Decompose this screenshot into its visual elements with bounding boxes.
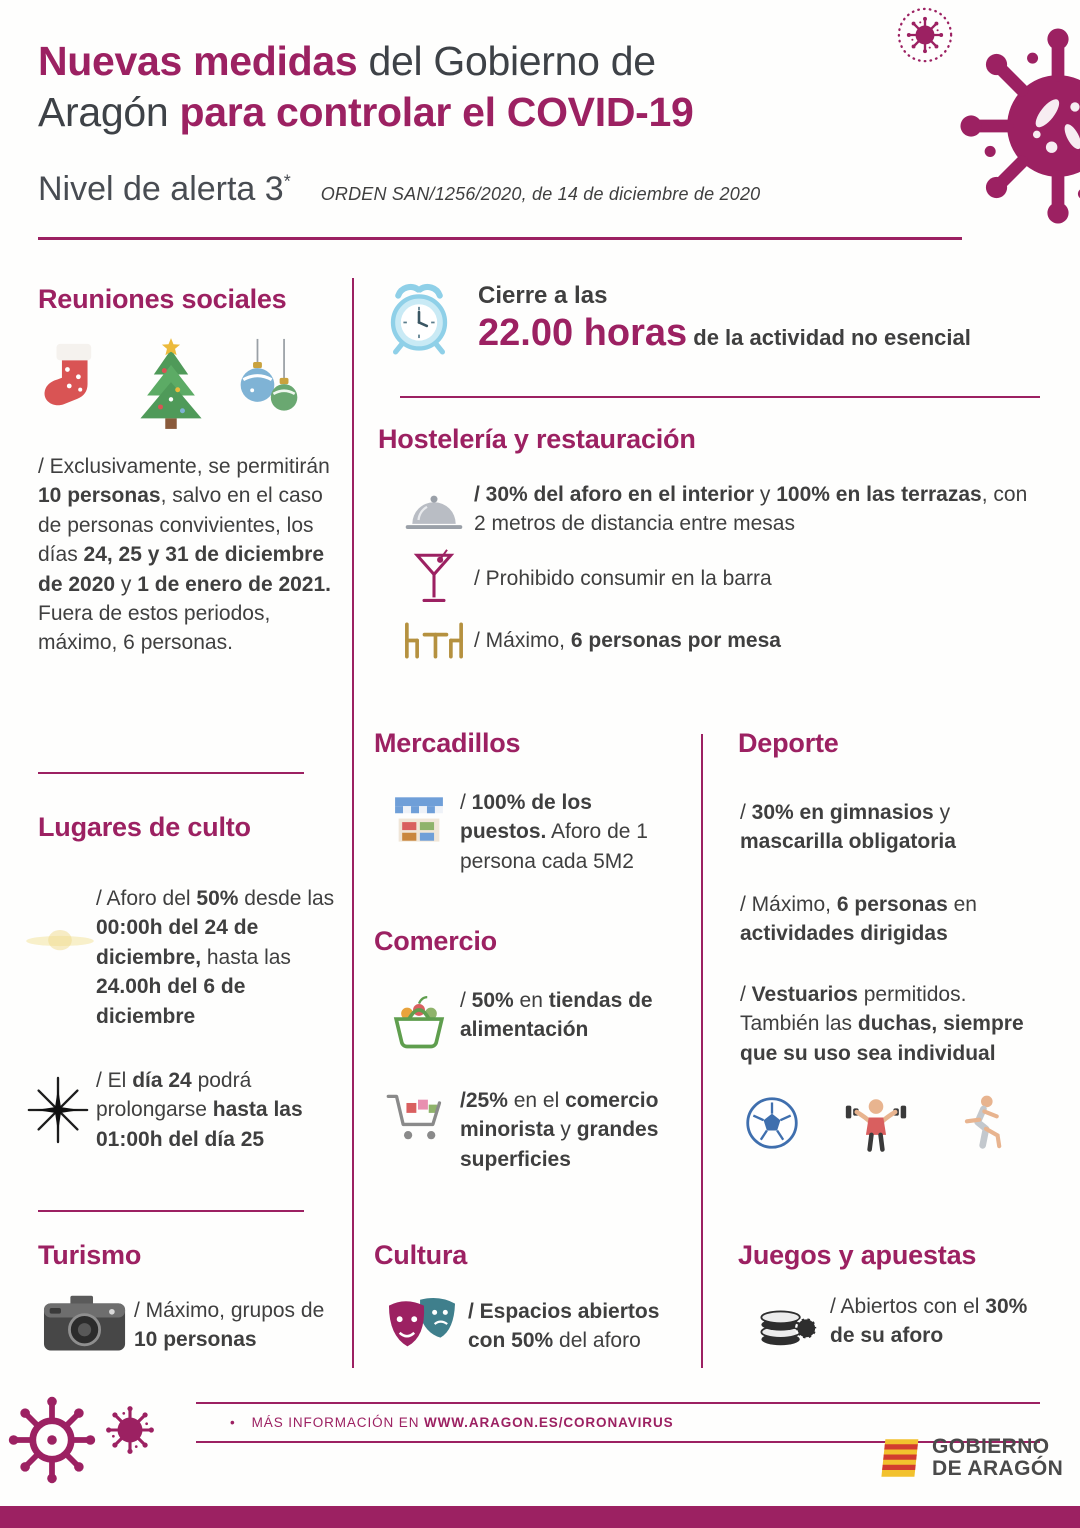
gobierno-aragon-logo [878,1436,1063,1481]
column-divider-left [352,278,354,1368]
deporte-dirigidas-text: / Máximo, 6 personas en actividades dirigidas [740,893,977,946]
turismo-item [36,1292,332,1358]
sparkle-star-icon [24,1076,92,1144]
bullet-icon: • [230,1415,236,1430]
comercio-minorista-text: /25% en el comercio minorista y grandes superficies [460,1089,659,1171]
logo-line-de-aragon: DE ARAGÓN [932,1457,1064,1481]
divider-culto-turismo [38,1210,304,1212]
theater-masks-icon [383,1292,461,1360]
hosteleria-item-mesa [394,618,1034,663]
curfew-intro: Cierre a las [478,282,608,309]
table-chairs-icon [401,618,467,663]
cloche-icon [403,488,465,535]
mercadillos-item [378,788,684,876]
runner-icon [952,1091,1010,1155]
cultura-text: / Espacios abiertos con 50% del aforo [468,1299,660,1352]
culto-aforo-text: / Aforo del 50% desde las 00:00h del 24 de diciembre, hasta las 24.00h del 6 de diciembre [96,887,335,1028]
section-heading-cultura: Cultura [374,1240,468,1270]
order-reference: ORDEN SAN/1256/2020, de 14 de diciembre de 2020 [320,184,761,204]
culto-dia24-text: / El día 24 podrá prolongarse hasta las 01:00h del día 25 [96,1069,303,1151]
deporte-vestuarios-text: / Vestuarios permitidos. También las duchas, siempre que su uso sea individual [740,983,1024,1065]
page-title [38,36,694,138]
alert-row [38,170,760,209]
curfew-block [478,282,971,355]
baubles-icon [238,336,300,426]
curfew-scope: de la actividad no esencial [687,325,971,350]
divider-curfew [400,396,1040,398]
cocktail-icon [411,548,457,610]
hosteleria-item-aforo [394,480,1040,539]
section-heading-culto: Lugares de culto [38,812,251,842]
section-heading-hosteleria: Hostelería y restauración [378,424,696,454]
logo-line-gobierno: GOBIERNO [932,1435,1050,1458]
comercio-alimentacion-text: / 50% en tiendas de alimentación [460,989,653,1042]
hosteleria-item-barra [394,548,1034,610]
section-heading-comercio: Comercio [374,926,497,956]
footer-info-url[interactable]: WWW.ARAGON.ES/CORONAVIRUS [424,1415,674,1430]
comercio-item-minorista [376,1086,698,1174]
candle-glow-icon [22,918,98,964]
header-divider [38,237,962,240]
bottom-bar [0,1506,1080,1528]
curfew-time: 22.00 horas [478,312,688,354]
section-heading-juegos: Juegos y apuestas [738,1240,977,1270]
food-basket-icon [387,988,451,1052]
market-stall-icon [388,792,450,854]
shopping-cart-icon [385,1088,451,1146]
hosteleria-aforo-text: / 30% del aforo en el interior y 100% en las terrazas, con 2 metros de distancia entre mesas [474,483,1028,536]
deporte-gimnasios-text: / 30% en gimnasios y mascarilla obligatoria [740,801,956,854]
section-heading-turismo: Turismo [38,1240,142,1270]
virus-small-icon [104,1404,156,1456]
logo-text [932,1436,1063,1481]
christmas-tree-icon [128,336,214,432]
camera-icon [40,1292,130,1358]
weightlifter-icon [844,1090,908,1156]
alert-level: Nivel de alerta 3* [38,170,291,208]
hosteleria-barra-text: / Prohibido consumir en la barra [474,567,772,591]
sport-icons [744,1090,1010,1156]
poker-chips-icon [755,1293,819,1349]
christmas-stocking-icon [40,336,104,424]
comercio-item-alimentacion [378,986,684,1052]
christmas-icons [40,336,300,432]
footnote-mark: * [283,171,291,192]
title-line-2: Aragón para controlar el COVID-19 [38,88,694,135]
section-heading-mercadillos: Mercadillos [374,728,521,758]
virus-dashed-icon [896,6,954,64]
footer-info-label: MÁS INFORMACIÓN EN [251,1415,424,1430]
title-line-1: Nuevas medidas del Gobierno de [38,38,656,84]
divider-reuniones-culto [38,772,304,774]
virus-icon [952,20,1080,232]
column-divider-right [701,734,703,1368]
juegos-text: / Abiertos con el 30% de su aforo [830,1295,1028,1348]
section-heading-deporte: Deporte [738,728,839,758]
alarm-clock-icon [380,280,458,358]
soccer-ball-icon [744,1095,800,1151]
cultura-item [376,1292,680,1360]
juegos-item [744,1292,1042,1351]
aragon-flag-icon [878,1436,922,1480]
turismo-text: / Máximo, grupos de 10 personas [134,1298,325,1351]
virus-outline-icon [4,1392,100,1488]
hosteleria-mesa-text: / Máximo, 6 personas por mesa [474,628,781,652]
reuniones-body: / Exclusivamente, se permitirán 10 personas, salvo en el caso de personas convivientes, los días 24, 25 y 31 de diciembre de 2020 y 1 de enero de 2021. Fuera de estos periodos, máximo, 6 personas. [38,455,332,655]
mercadillos-text: / 100% de los puestos. Aforo de 1 persona cada 5M2 [460,791,648,873]
section-heading-reuniones: Reuniones sociales [38,284,287,314]
